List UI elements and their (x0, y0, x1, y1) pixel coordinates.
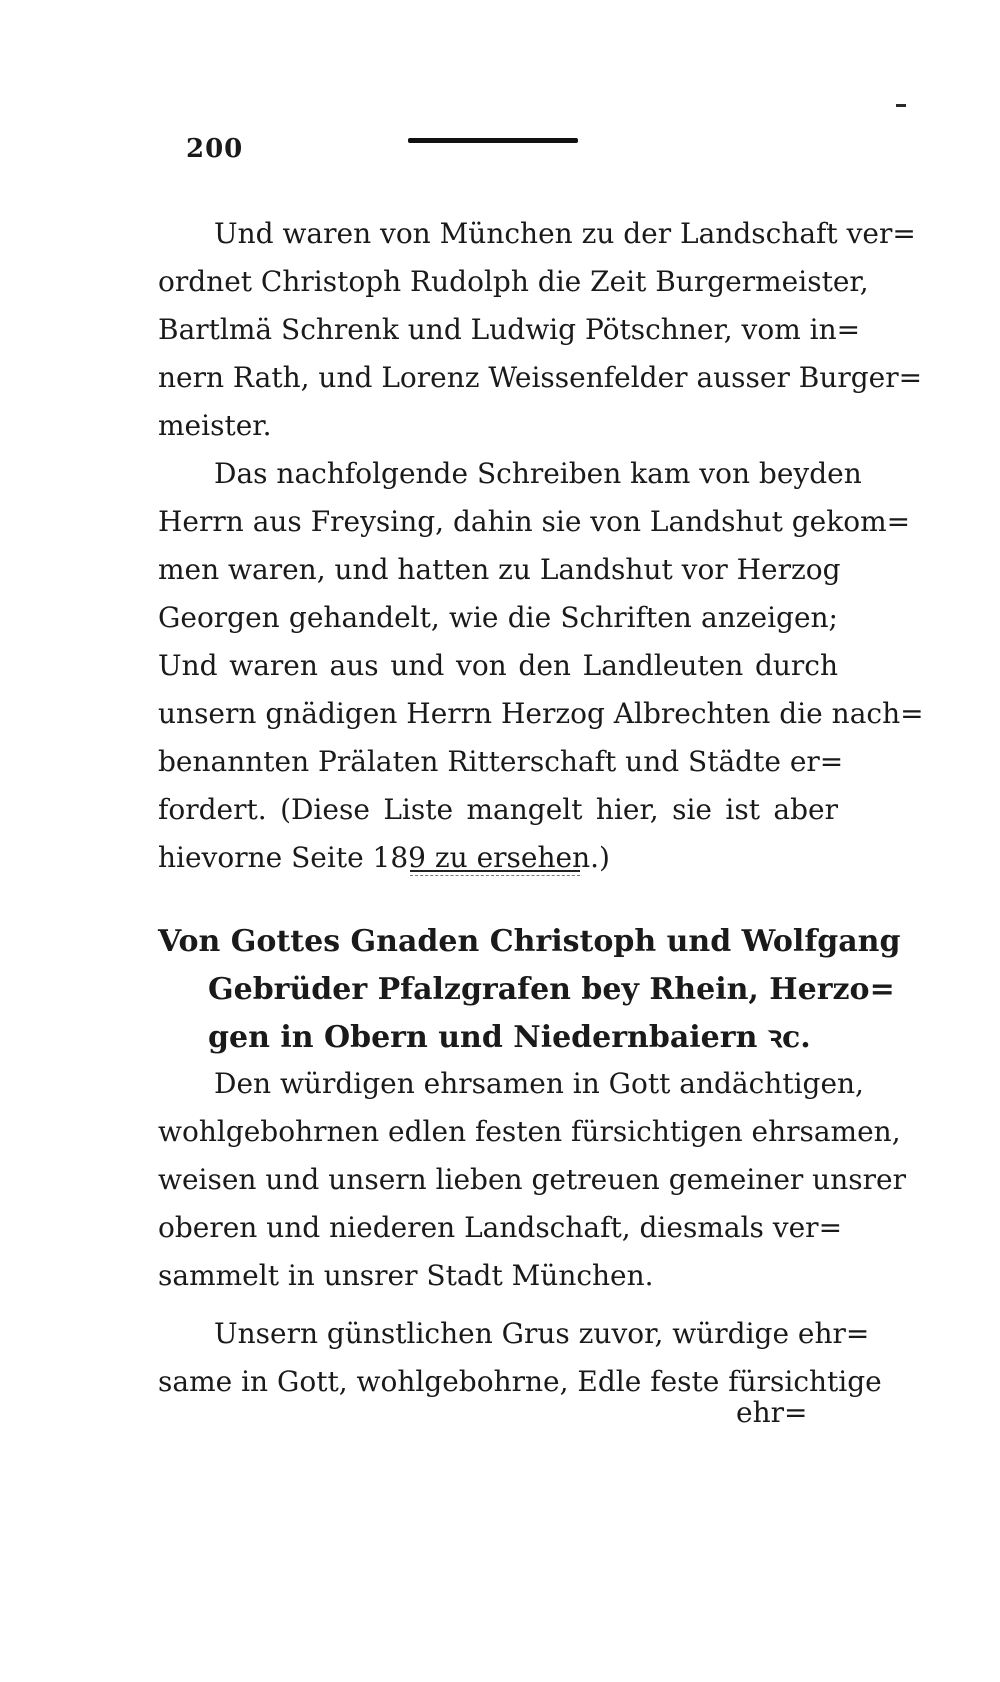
text-line: meister. (158, 409, 272, 442)
text-line: Unsern günstlichen Grus zuvor, würdige ehr= (214, 1317, 870, 1350)
text-line: ordnet Christoph Rudolph die Zeit Burgermeister, (158, 265, 869, 298)
text-line: weisen und unsern lieben getreuen gemeiner unsrer (158, 1163, 906, 1196)
heading-line: Von Gottes Gnaden Christoph und Wolfgang (158, 924, 901, 959)
text-line: fordert. (Diese Liste mangelt hier, sie ist aber (158, 793, 838, 826)
header-rule (408, 138, 578, 143)
heading-line: Gebrüder Pfalzgrafen bey Rhein, Herzo= (208, 972, 895, 1007)
text-line: benannten Prälaten Ritterschaft und Städte er= (158, 745, 844, 778)
text-line: men waren, und hatten zu Landshut vor Herzog (158, 553, 841, 586)
paragraph-2 (158, 450, 924, 882)
catchword: ehr= (736, 1396, 808, 1429)
text-line: sammelt in unsrer Stadt München. (158, 1259, 654, 1292)
text-line: nern Rath, und Lorenz Weissenfelder ausser Burger= (158, 361, 923, 394)
text-line: Und waren von München zu der Landschaft ver= (214, 217, 916, 250)
text-line: Und waren aus und von den Landleuten durch (158, 649, 838, 682)
text-line: Georgen gehandelt, wie die Schriften anzeigen; (158, 601, 838, 634)
text-line: Herrn aus Freysing, dahin sie von Landshut gekom= (158, 505, 911, 538)
text-line: hievorne Seite 189 zu ersehen.) (158, 841, 610, 874)
edge-mark (896, 104, 906, 107)
text-line: wohlgebohrnen edlen festen fürsichtigen ehrsamen, (158, 1115, 901, 1148)
text-line: Das nachfolgende Schreiben kam von beyden (214, 457, 862, 490)
text-line: oberen und niederen Landschaft, diesmals ver= (158, 1211, 843, 1244)
page-number: 200 (186, 134, 244, 164)
text-line: Den würdigen ehrsamen in Gott andächtigen, (214, 1067, 864, 1100)
paragraph-3 (158, 1060, 906, 1300)
heading-line: gen in Obern und Niedernbaiern ꝛc. (208, 1020, 811, 1055)
paragraph-1 (158, 210, 923, 450)
text-line: unsern gnädigen Herrn Herzog Albrechten die nach= (158, 697, 924, 730)
section-divider (410, 870, 580, 876)
text-line: same in Gott, wohlgebohrne, Edle feste fürsichtige (158, 1365, 882, 1398)
text-line: Bartlmä Schrenk und Ludwig Pötschner, vom in= (158, 313, 861, 346)
paragraph-4 (158, 1310, 882, 1406)
letter-heading (158, 918, 901, 1062)
